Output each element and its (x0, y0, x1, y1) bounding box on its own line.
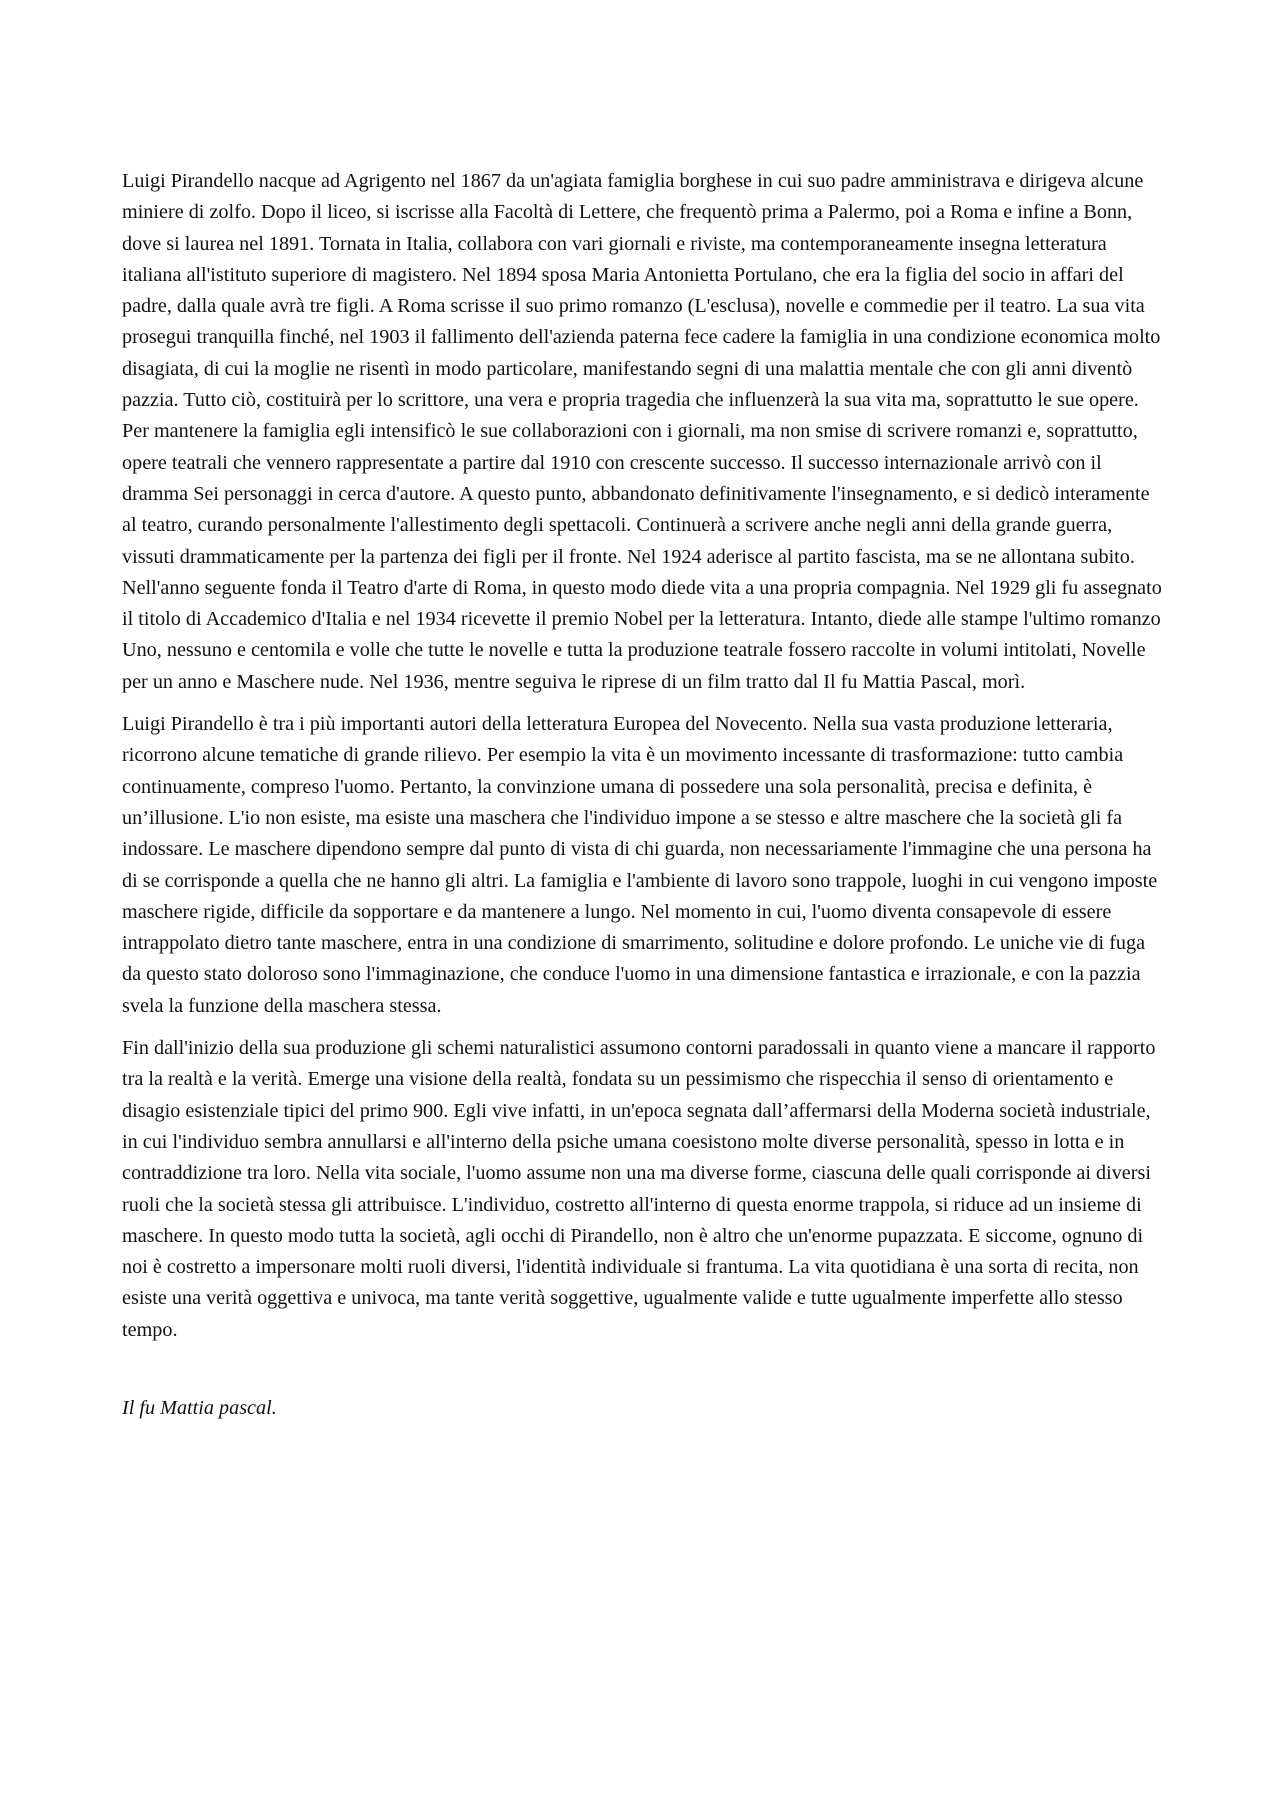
paragraph-themes: Luigi Pirandello è tra i più importanti autori della letteratura Europea del Novecento. Nella sua vasta produzione letteraria, ricorrono alcune tematiche di grande rilievo. Per esempio la vita è un movimento incessante di trasformazione: tutto cambia continuamente, compreso l'uomo. Pertanto, la convinzione umana di possedere una sola personalità, precisa e definita, è un’illusione. L'io non esiste, ma esiste una maschera che l'individuo impone a se stesso e altre maschere che la società gli fa indossare. Le maschere dipendono sempre dal punto di vista di chi guarda, non necessariamente l'immagine che una persona ha di se corrisponde a quella che ne hanno gli altri. La famiglia e l'ambiente di lavoro sono trappole, luoghi in cui vengono imposte maschere rigide, difficile da sopportare e da mantenere a lungo. Nel momento in cui, l'uomo diventa consapevole di essere intrappolato dietro tante maschere, entra in una condizione di smarrimento, solitudine e dolore profondo. Le uniche vie di fuga da questo stato doloroso sono l'immaginazione, che conduce l'uomo in una dimensione fantastica e irrazionale, e con la pazzia svela la funzione della maschera stessa. (122, 713, 1158, 1017)
document-page (122, 166, 1168, 1424)
paragraph-biography: Luigi Pirandello nacque ad Agrigento nel 1867 da un'agiata famiglia borghese in cui suo padre amministrava e dirigeva alcune miniere di zolfo. Dopo il liceo, si iscrisse alla Facoltà di Lettere, che frequentò prima a Palermo, poi a Roma e infine a Bonn, dove si laurea nel 1891. Tornata in Italia, collabora con vari giornali e riviste, ma contemporaneamente insegna letteratura italiana all'istituto superiore di magistero. Nel 1894 sposa Maria Antonietta Portulano, che era la figlia del socio in affari del padre, dalla quale avrà tre figli. A Roma scrisse il suo primo romanzo (L'esclusa), novelle e commedie per il teatro. La sua vita prosegui tranquilla finché, nel 1903 il fallimento dell'azienda paterna fece cadere la famiglia in una condizione economica molto disagiata, di cui la moglie ne risentì in modo particolare, manifestando segni di una malattia mentale che con gli anni diventò pazzia. Tutto ciò, costituirà per lo scrittore, una vera e propria tragedia che influenzerà la sua vita ma, soprattutto le sue opere. Per mantenere la famiglia egli intensificò le sue collaborazioni con i giornali, ma non smise di scrivere romanzi e, soprattutto, opere teatrali che vennero rappresentate a partire dal 1910 con crescente successo. Il successo internazionale arrivò con il dramma Sei personaggi in cerca d'autore. A questo punto, abbandonato definitivamente l'insegnamento, e si dedicò interamente al teatro, curando personalmente l'allestimento degli spettacoli. Continuerà a scrivere anche negli anni della grande guerra, vissuti drammaticamente per la partenza dei figli per il fronte. Nel 1924 aderisce al partito fascista, ma se ne allontana subito. Nell'anno seguente fonda il Teatro d'arte di Roma, in questo modo diede vita a una propria compagnia. Nel 1929 gli fu assegnato il titolo di Accademico d'Italia e nel 1934 ricevette il premio Nobel per la letteratura. Intanto, diede alle stampe l'ultimo romanzo Uno, nessuno e centomila e volle che tutte le novelle e tutta la produzione teatrale fossero raccolte in volumi intitolati, Novelle per un anno e Maschere nude. Nel 1936, mentre seguiva le riprese di un film tratto dal Il fu Mattia Pascal, morì. (122, 170, 1162, 693)
paragraph-poetics: Fin dall'inizio della sua produzione gli schemi naturalistici assumono contorni paradossali in quanto viene a mancare il rapporto tra la realtà e la verità. Emerge una visione della realtà, fondata su un pessimismo che rispecchia il senso di orientamento e disagio esistenziale tipici del primo 900. Egli vive infatti, in un'epoca segnata dall’affermarsi della Moderna società industriale, in cui l'individuo sembra annullarsi e all'interno della psiche umana coesistono molte diverse personalità, spesso in lotta e in contraddizione tra loro. Nella vita sociale, l'uomo assume non una ma diverse forme, ciascuna delle quali corrisponde ai diversi ruoli che la società stessa gli attribuisce. L'individuo, costretto all'interno di questa enorme trappola, si riduce ad un insieme di maschere. In questo modo tutta la società, agli occhi di Pirandello, non è altro che un'enorme pupazzata. E siccome, ognuno di noi è costretto a impersonare molti ruoli diversi, l'identità individuale si frantuma. La vita quotidiana è una sorta di recita, non esiste una verità oggettiva e univoca, ma tante verità soggettive, ugualmente valide e tutte ugualmente imperfette allo stesso tempo. (122, 1037, 1156, 1341)
section-subtitle: Il fu Mattia pascal. (122, 1396, 277, 1419)
